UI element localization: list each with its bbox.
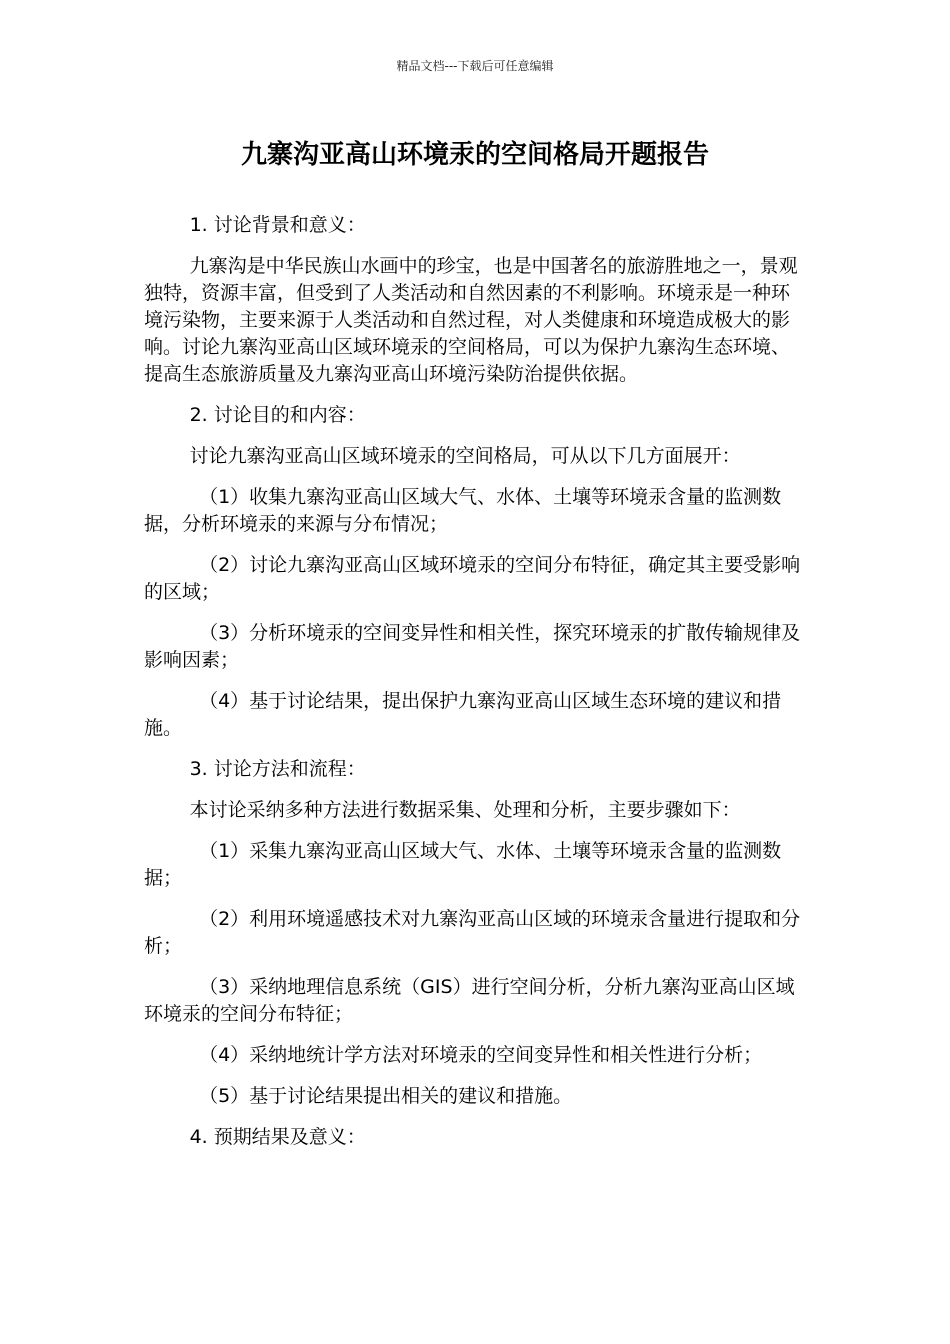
section-heading-background: 1. 讨论背景和意义： <box>189 214 366 236</box>
paragraph-methods-intro: 本讨论采纳多种方法进行数据采集、处理和分析，主要步骤如下： <box>189 799 741 821</box>
list-item-method-3: （3）采纳地理信息系统（GIS）进行空间分析，分析九寨沟亚高山区域环境汞的空间分布特征； <box>144 976 795 1025</box>
section-heading-methods: 3. 讨论方法和流程： <box>189 758 366 780</box>
list-item-objective-2: （2）讨论九寨沟亚高山区域环境汞的空间分布特征，确定其主要受影响的区域； <box>144 554 801 603</box>
list-item-objective-1: （1）收集九寨沟亚高山区域大气、水体、土壤等环境汞含量的监测数据，分析环境汞的来源与分布情况； <box>144 486 782 535</box>
list-item-objective-4: （4）基于讨论结果，提出保护九寨沟亚高山区域生态环境的建议和措施。 <box>144 690 782 739</box>
list-item-method-2: （2）利用环境遥感技术对九寨沟亚高山区域的环境汞含量进行提取和分析； <box>144 908 801 957</box>
list-item-objective-3: （3）分析环境汞的空间变异性和相关性，探究环境汞的扩散传输规律及影响因素； <box>144 622 801 671</box>
list-item-method-1: （1）采集九寨沟亚高山区域大气、水体、土壤等环境汞含量的监测数据； <box>144 840 782 889</box>
paragraph-objectives-intro: 讨论九寨沟亚高山区域环境汞的空间格局，可从以下几方面展开： <box>189 445 741 467</box>
list-item-method-4: （4）采纳地统计学方法对环境汞的空间变异性和相关性进行分析； <box>199 1044 763 1066</box>
paragraph-background: 九寨沟是中华民族山水画中的珍宝，也是中国著名的旅游胜地之一，景观独特，资源丰富，但受到了人类活动和自然因素的不利影响。环境汞是一种环境污染物，主要来源于人类活动和自然过程，对人类健康和环境造成极大的影响。讨论九寨沟亚高山区域环境汞的空间格局，可以为保护九寨沟生态环境、提高生态旅游质量及九寨沟亚高山环境污染防治提供依据。 <box>144 255 798 385</box>
document-title: 九寨沟亚高山环境汞的空间格局开题报告 <box>240 140 709 170</box>
document-body <box>144 212 806 1165</box>
header-note: 精品文档---下载后可任意编辑 <box>396 59 554 73</box>
section-heading-objectives: 2. 讨论目的和内容： <box>189 404 366 426</box>
list-item-method-5: （5）基于讨论结果提出相关的建议和措施。 <box>199 1085 573 1107</box>
section-heading-results: 4. 预期结果及意义： <box>189 1126 366 1148</box>
